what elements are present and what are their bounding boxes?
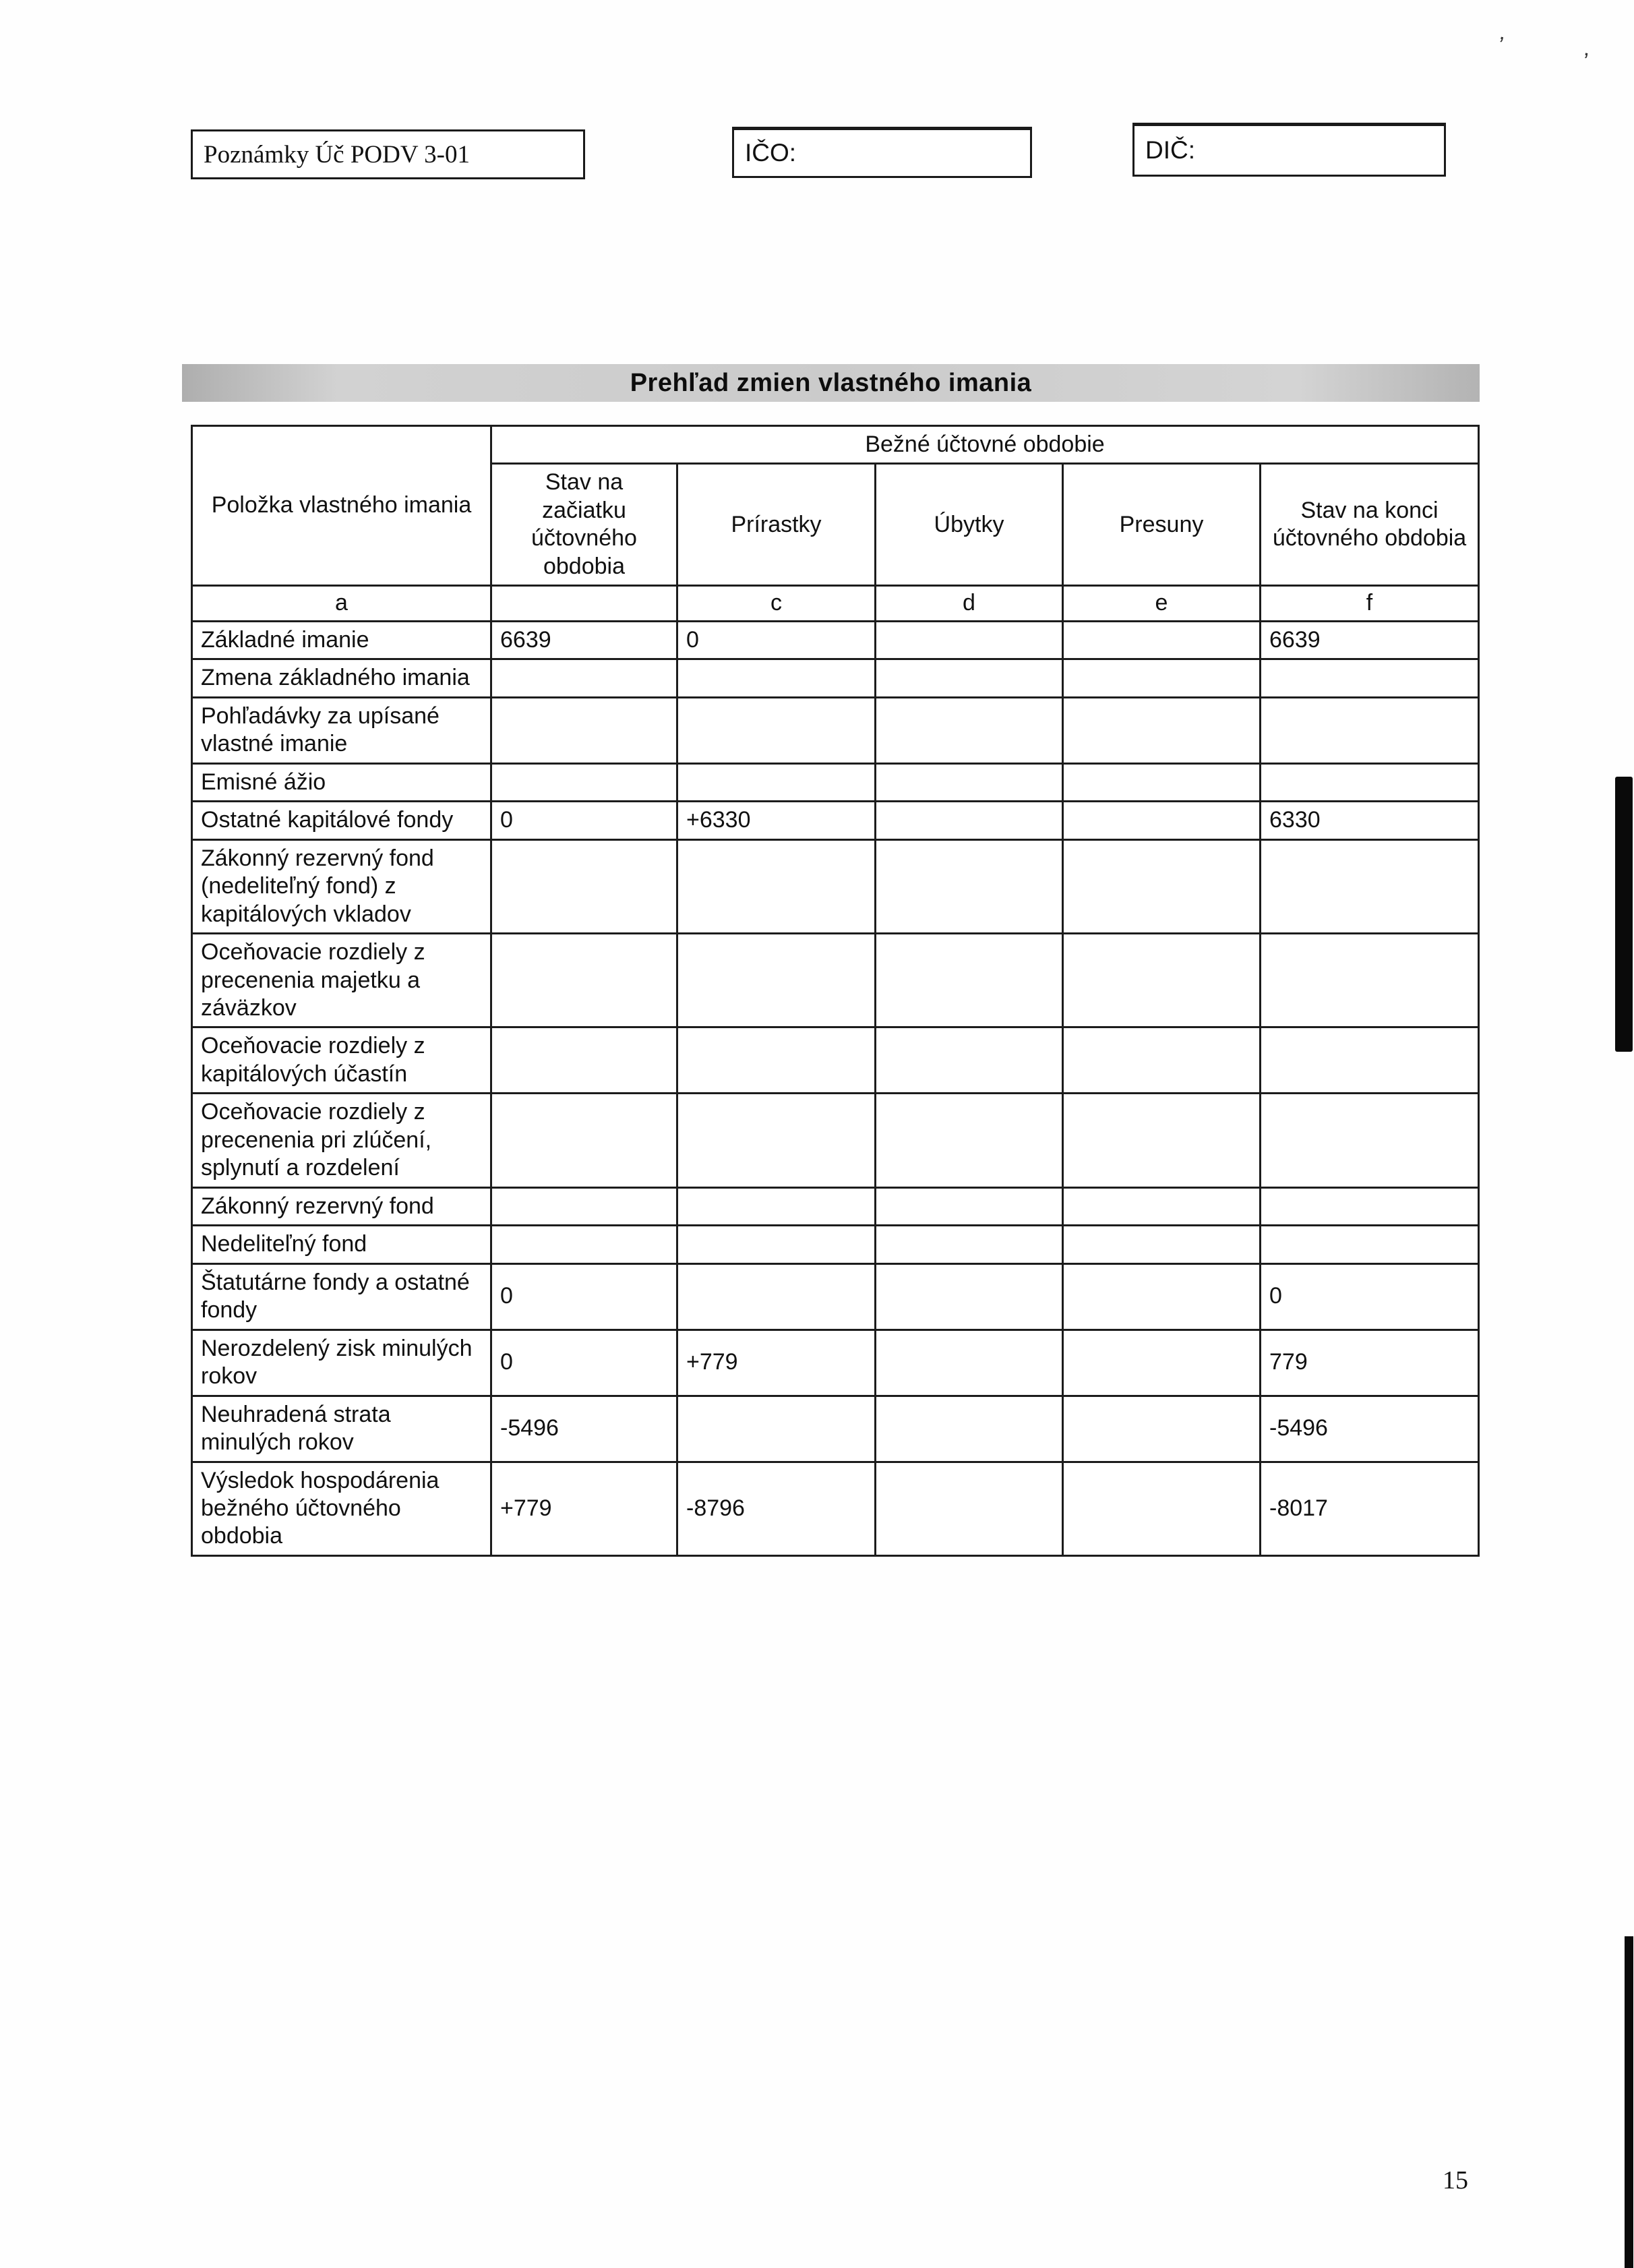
value-cell: 6639 [491,621,677,659]
value-cell [876,934,1063,1027]
scan-artifact-bar [1615,777,1633,1052]
column-header-transfers: Presuny [1063,464,1261,586]
value-cell: -5496 [1261,1396,1479,1462]
value-cell: 779 [1261,1330,1479,1396]
value-cell [1063,839,1261,933]
item-label-cell: Emisné ážio [192,763,491,801]
value-cell [1063,1187,1261,1225]
value-cell [1261,934,1479,1027]
value-cell: -8017 [1261,1462,1479,1555]
letter-cell-a: a [192,586,491,621]
item-label-cell: Pohľadávky za upísané vlastné imanie [192,697,491,763]
value-cell [677,934,876,1027]
item-label-cell: Zmena základného imania [192,659,491,697]
value-cell [876,1187,1063,1225]
value-cell: -8796 [677,1462,876,1555]
value-cell: 6639 [1261,621,1479,659]
value-cell: 0 [491,802,677,839]
value-cell [1261,659,1479,697]
value-cell [1261,839,1479,933]
value-cell [1063,1027,1261,1094]
value-cell: 0 [1261,1263,1479,1330]
value-cell [677,839,876,933]
value-cell: 0 [677,621,876,659]
value-cell [677,697,876,763]
column-header-disposals: Úbytky [876,464,1063,586]
table-row [192,697,1479,763]
value-cell [1063,1396,1261,1462]
column-header-additions: Prírastky [677,464,876,586]
table-row [192,1330,1479,1396]
form-label: Poznámky Úč PODV 3-01 [204,140,470,169]
value-cell [1063,763,1261,801]
letter-cell-d: d [876,586,1063,621]
value-cell: 0 [491,1263,677,1330]
value-cell [876,1263,1063,1330]
value-cell [677,1027,876,1094]
ico-box [732,127,1032,178]
value-cell: +779 [677,1330,876,1396]
value-cell [491,697,677,763]
scan-artifact-bar [1625,1936,1633,2268]
table-row [192,1396,1479,1462]
letter-cell-e: e [1063,586,1261,621]
value-cell [1261,1187,1479,1225]
value-cell [1261,763,1479,801]
item-label-cell: Oceňovacie rozdiely z kapitálových účastín [192,1027,491,1094]
value-cell [876,1094,1063,1187]
value-cell [1063,802,1261,839]
item-label-cell: Oceňovacie rozdiely z precenenia majetku a záväzkov [192,934,491,1027]
value-cell [1063,697,1261,763]
table-row [192,1462,1479,1555]
value-cell [677,1263,876,1330]
value-cell [876,1396,1063,1462]
value-cell [491,934,677,1027]
value-cell [876,621,1063,659]
letter-cell-f: f [1261,586,1479,621]
value-cell [1063,1094,1261,1187]
value-cell [677,1226,876,1263]
value-cell [1063,1462,1261,1555]
item-label-cell: Zákonný rezervný fond [192,1187,491,1225]
value-cell [677,659,876,697]
value-cell [1063,1226,1261,1263]
value-cell [677,763,876,801]
value-cell [1063,1263,1261,1330]
value-cell [491,1226,677,1263]
value-cell [1063,934,1261,1027]
form-label-box [191,129,585,179]
value-cell [677,1396,876,1462]
item-label-cell: Štatutárne fondy a ostatné fondy [192,1263,491,1330]
value-cell [491,1027,677,1094]
value-cell [876,659,1063,697]
value-cell: 0 [491,1330,677,1396]
letter-cell-c: c [677,586,876,621]
letter-cell-b [491,586,677,621]
value-cell [491,763,677,801]
value-cell [876,1226,1063,1263]
table-row [192,1187,1479,1225]
value-cell [1063,621,1261,659]
table-row [192,802,1479,839]
table-row [192,934,1479,1027]
value-cell [1261,1226,1479,1263]
scan-speck: ’ [1495,32,1506,59]
table-row [192,1226,1479,1263]
value-cell [1261,697,1479,763]
table-row [192,659,1479,697]
equity-table-title: Prehľad zmien vlastného imania [182,364,1480,402]
value-cell [876,1330,1063,1396]
value-cell [1261,1027,1479,1094]
value-cell [1063,1330,1261,1396]
value-cell [1261,1094,1479,1187]
table-row [192,1263,1479,1330]
item-label-cell: Základné imanie [192,621,491,659]
column-header-closing: Stav na konci účtovného obdobia [1261,464,1479,586]
value-cell: 6330 [1261,802,1479,839]
item-label-cell: Zákonný rezervný fond (nedeliteľný fond) z kapitálových vkladov [192,839,491,933]
ico-label: IČO: [745,139,797,167]
value-cell [876,1462,1063,1555]
table-row [192,621,1479,659]
value-cell: -5496 [491,1396,677,1462]
table-row [192,1027,1479,1094]
value-cell [491,839,677,933]
period-header: Bežné účtovné obdobie [491,426,1479,464]
item-label-cell: Výsledok hospodárenia bežného účtovného obdobia [192,1462,491,1555]
value-cell [1063,659,1261,697]
value-cell [677,1187,876,1225]
value-cell [491,1094,677,1187]
scan-speck: ’ [1581,48,1590,75]
table-row [192,839,1479,933]
table-row [192,1094,1479,1187]
dic-box [1132,123,1446,177]
value-cell [876,763,1063,801]
value-cell [677,1094,876,1187]
letters-row [192,586,1479,621]
value-cell [491,1187,677,1225]
item-label-cell: Nerozdelený zisk minulých rokov [192,1330,491,1396]
value-cell [876,802,1063,839]
table-header-row-1 [192,426,1479,464]
item-label-cell: Neuhradená strata minulých rokov [192,1396,491,1462]
page-number: 15 [1443,2166,1468,2195]
item-label-cell: Nedeliteľný fond [192,1226,491,1263]
value-cell: +6330 [677,802,876,839]
item-label-cell: Ostatné kapitálové fondy [192,802,491,839]
value-cell [876,839,1063,933]
item-column-header: Položka vlastného imania [192,426,491,586]
value-cell [491,659,677,697]
item-label-cell: Oceňovacie rozdiely z precenenia pri zlúčení, splynutí a rozdelení [192,1094,491,1187]
value-cell: +779 [491,1462,677,1555]
value-cell [876,697,1063,763]
table-body [192,621,1479,1555]
equity-table [191,425,1480,1557]
value-cell [876,1027,1063,1094]
column-header-opening: Stav na začiatku účtovného obdobia [491,464,677,586]
table-row [192,763,1479,801]
dic-label: DIČ: [1145,136,1195,164]
